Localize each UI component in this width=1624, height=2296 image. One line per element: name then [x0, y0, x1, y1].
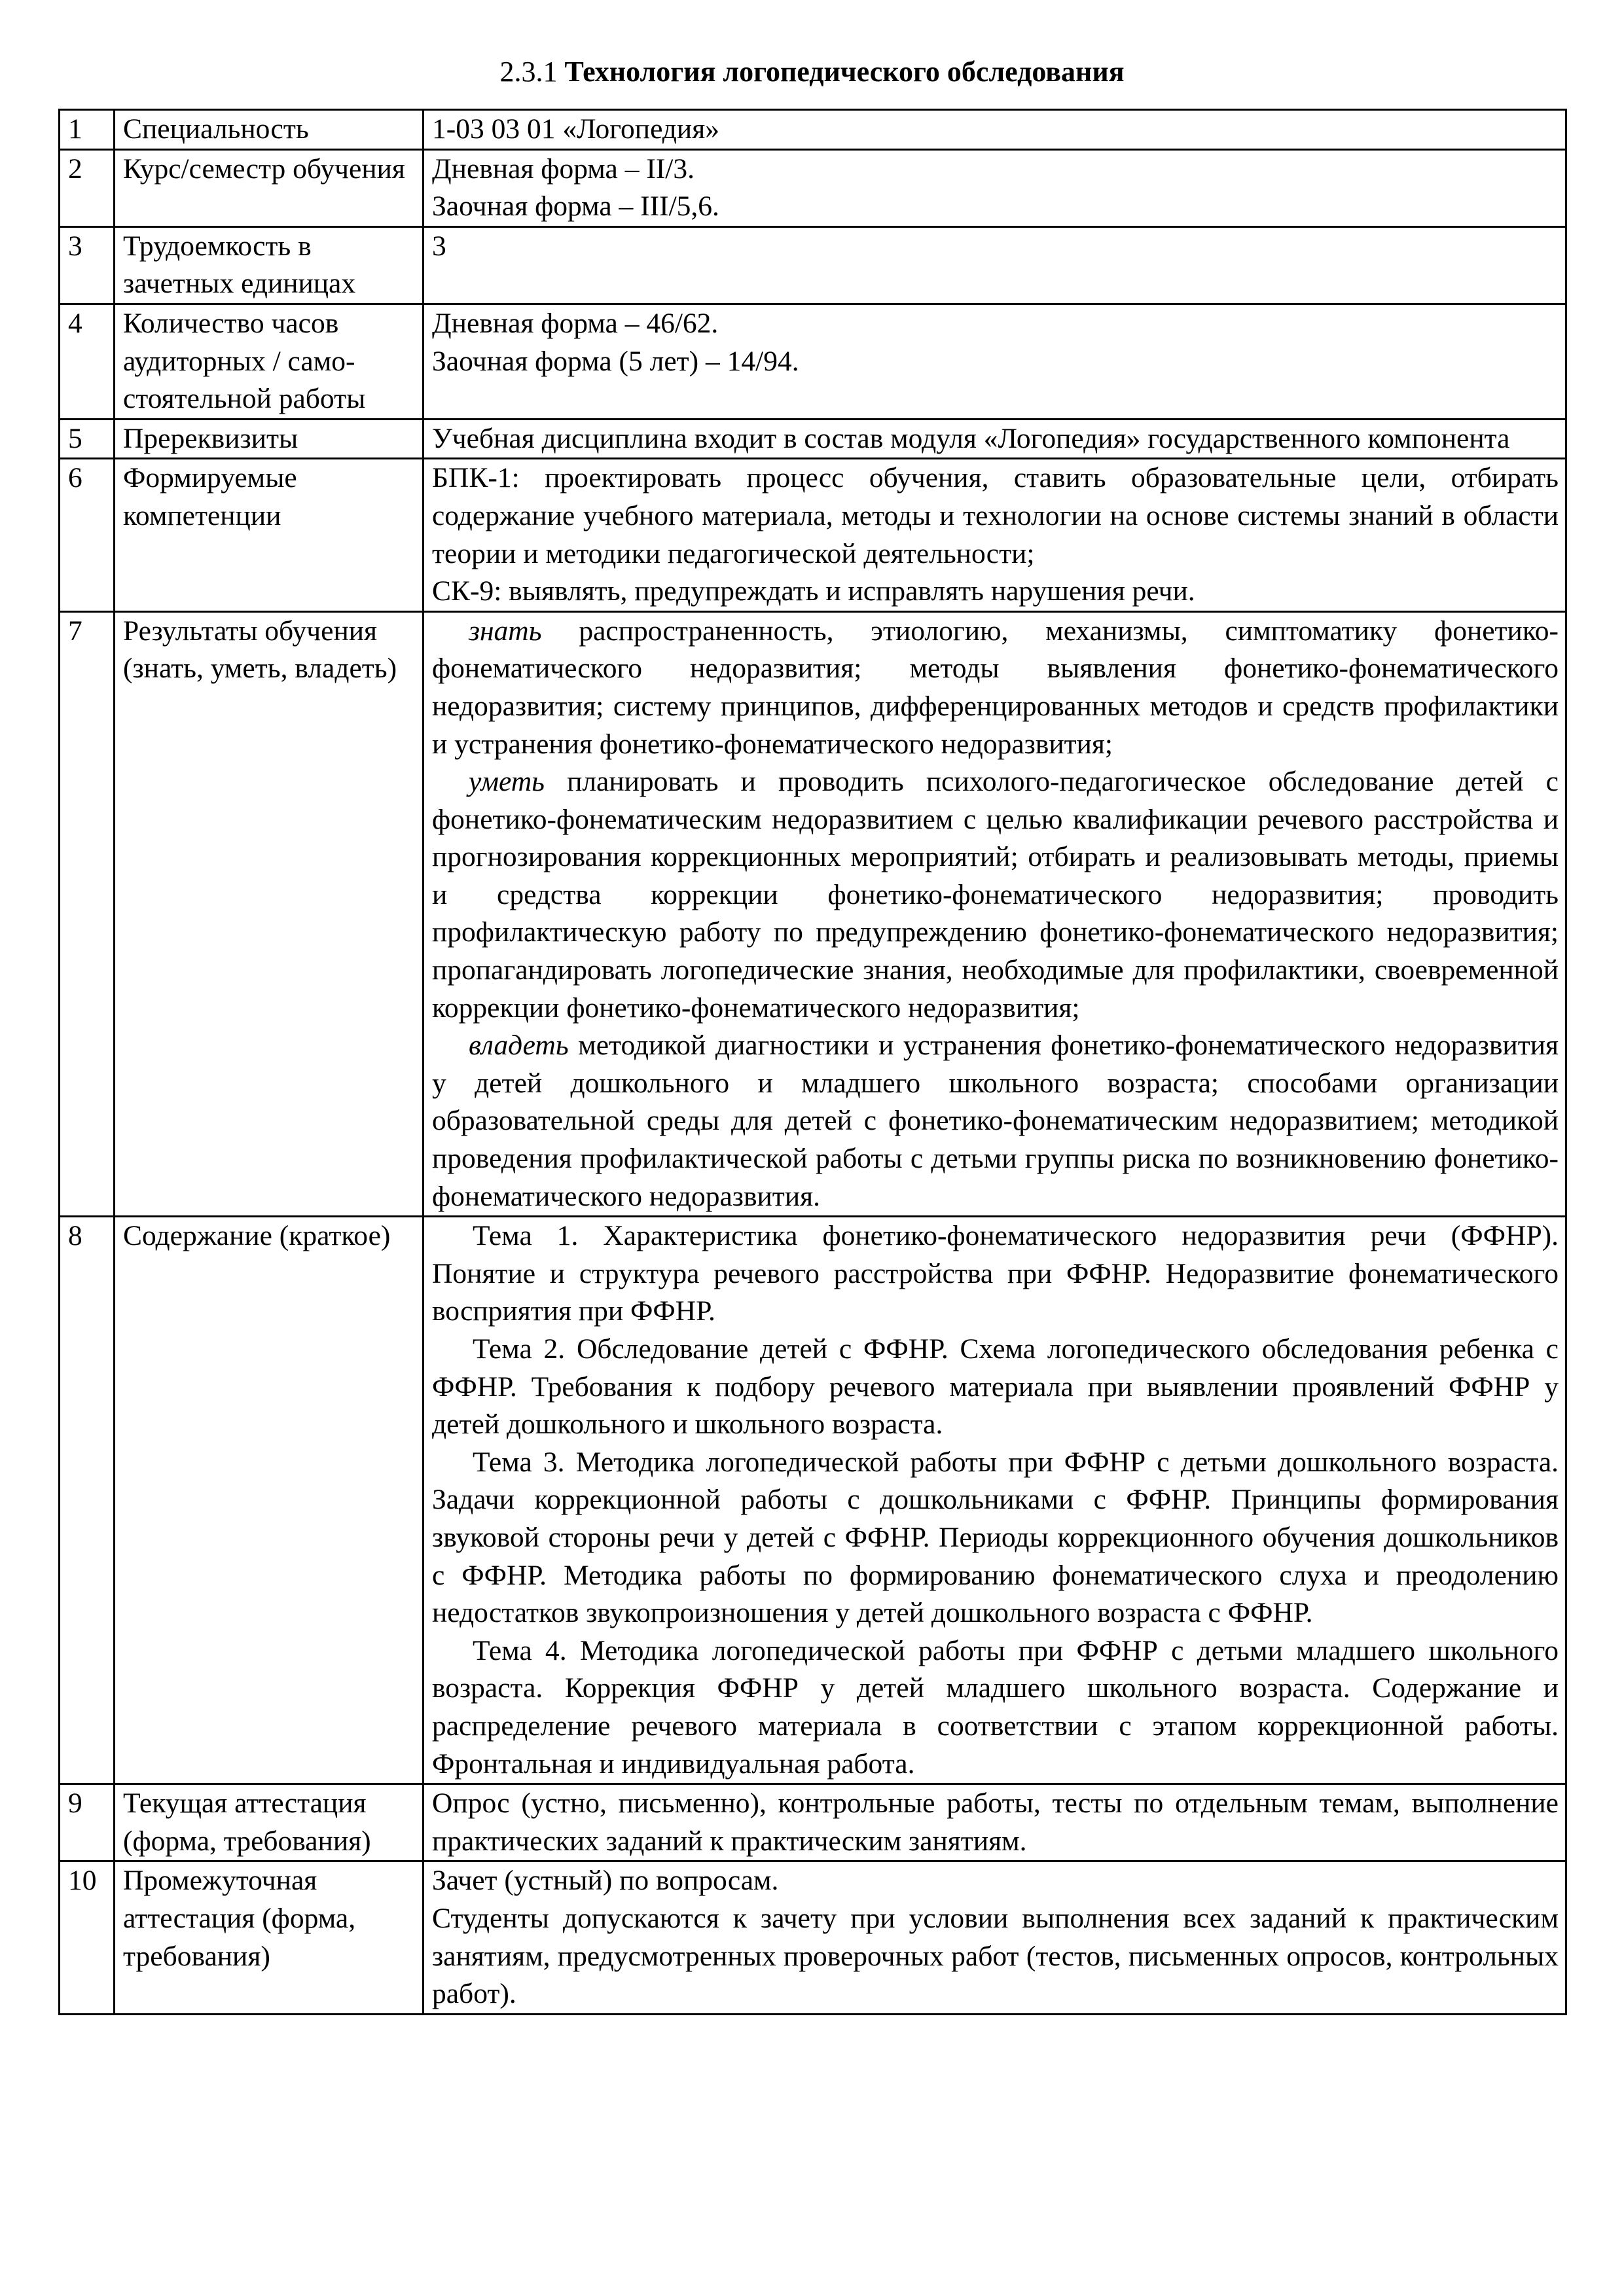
topic-paragraph: Тема 1. Характеристика фонетико-фонематического недоразвития речи (ФФНР). Понятие и структура речевого расстройства при ФФНР. Недоразвитие фонематического восприятия при ФФНР. [432, 1220, 1559, 1327]
row-number: 4 [60, 304, 115, 419]
table-row [60, 611, 1566, 1217]
topic-paragraph: Тема 2. Обследование детей с ФФНР. Схема логопедического обследования ребенка с ФФНР. Требования к подбору речевого материала при выявлении проявлений ФФНР у детей дошкольного и школьного возраста. [432, 1333, 1559, 1441]
row-label: Содержание (краткое) [115, 1217, 424, 1784]
row-value [424, 1217, 1566, 1784]
outcome-paragraph [432, 1027, 1559, 1215]
row-value [424, 149, 1566, 226]
row-value [424, 459, 1566, 611]
topic-paragraph: Тема 3. Методика логопедической работы при ФФНР с детьми дошкольного возраста. Задачи коррекционной работы с дошкольниками с ФФНР. Принципы формирования звуковой стороны речи у детей с ФФНР. Периоды коррекционного обучения дошкольников с ФФНР. Методика работы по формированию фонематического слуха и преодолению недостатков звукопроизношения у детей дошкольного возраста с ФФНР. [432, 1446, 1559, 1629]
row-value [424, 304, 1566, 419]
row-value [424, 110, 1566, 150]
table-row [60, 1217, 1566, 1784]
section-title: Технология логопедического обследования [564, 56, 1125, 88]
table-row [60, 1784, 1566, 1861]
value-paragraph: Зачет (устный) по вопросам. [432, 1865, 779, 1897]
value-paragraph: БПК-1: проектировать процесс обучения, ставить образовательные цели, отбирать содержание учебного материала, методы и технологии на основе системы знаний в области теории и методики педагогической деятельности; [432, 462, 1559, 569]
row-value [424, 611, 1566, 1217]
row-number: 5 [60, 419, 115, 459]
row-label: Курс/семестр обучения [115, 149, 424, 226]
row-number: 1 [60, 110, 115, 150]
outcome-keyword: знать [469, 615, 542, 647]
row-number: 10 [60, 1861, 115, 2014]
table-row [60, 110, 1566, 150]
row-label: Трудоемкость в зачетных единицах [115, 226, 424, 304]
row-number: 8 [60, 1217, 115, 1784]
value-paragraph: Дневная форма – 46/62. [432, 307, 719, 339]
value-paragraph: СК-9: выявлять, предупреждать и исправлять нарушения речи. [432, 575, 1195, 607]
row-label: Пререквизиты [115, 419, 424, 459]
value-paragraph: 1-03 03 01 «Логопедия» [432, 113, 719, 145]
row-value [424, 1861, 1566, 2014]
row-label: Формируемые компетенции [115, 459, 424, 611]
value-paragraph: 3 [432, 230, 446, 262]
row-label: Результаты обучения (знать, уметь, владеть) [115, 611, 424, 1217]
table-row [60, 226, 1566, 304]
topic-paragraph: Тема 4. Методика логопедической работы при ФФНР с детьми младшего школьного возраста. Коррекция ФФНР у детей младшего школьного возраста. Содержание и распределение речевого материала в соответствии с этапом коррекционной работы. Фронтальная и индивидуальная работа. [432, 1634, 1559, 1780]
section-number: 2.3.1 [499, 56, 558, 88]
outcome-text: распространенность, этиологию, механизмы, симптоматику фонетико-фонематического недоразвития; методы выявления фонетико-фонематического недоразвития; систему принципов, дифференцированных методов и средств профилактики и устранения фонетико-фонематического недоразвития; [432, 615, 1559, 760]
row-label: Специальность [115, 110, 424, 150]
value-paragraph: Учебная дисциплина входит в состав модуля «Логопедия» государственного компонента [432, 422, 1510, 454]
value-paragraph: Заочная форма – III/5,6. [432, 190, 719, 223]
table-row [60, 1861, 1566, 2014]
row-number: 6 [60, 459, 115, 611]
row-number: 2 [60, 149, 115, 226]
row-value [424, 226, 1566, 304]
outcome-paragraph [432, 763, 1559, 1027]
row-label: Промежуточная аттестация (форма, требования) [115, 1861, 424, 2014]
row-label: Количество часов аудиторных / само-стоятельной работы [115, 304, 424, 419]
value-paragraph: Студенты допускаются к зачету при условии выполнения всех заданий к практическим занятиям, предусмотренных проверочных работ (тестов, письменных опросов, контрольных работ). [432, 1902, 1559, 2010]
row-number: 7 [60, 611, 115, 1217]
page-title [0, 54, 1624, 90]
row-number: 3 [60, 226, 115, 304]
value-paragraph: Заочная форма (5 лет) – 14/94. [432, 345, 799, 377]
outcome-paragraph [432, 613, 1559, 763]
table-row [60, 304, 1566, 419]
row-label: Текущая аттестация (форма, требования) [115, 1784, 424, 1861]
outcome-text: планировать и проводить психолого-педагогическое обследование детей с фонетико-фонематическим недоразвитием с целью квалификации речевого расстройства и прогнозирования коррекционных мероприятий; отбирать и реализовывать методы, приемы и средства коррекции фонетико-фонематического недоразвития; проводить профилактическую работу по предупреждению фонетико-фонематического недоразвития; пропагандировать логопедические знания, необходимые для профилактики, своевременной коррекции фонетико-фонематического недоразвития; [432, 766, 1559, 1024]
value-paragraph: Опрос (устно, письменно), контрольные работы, тесты по отдельным темам, выполнение практических заданий к практическим занятиям. [432, 1787, 1559, 1857]
outcome-keyword: уметь [469, 766, 545, 798]
table-row [60, 419, 1566, 459]
value-paragraph: Дневная форма – II/3. [432, 152, 695, 185]
course-table [58, 109, 1567, 2015]
outcome-keyword: владеть [469, 1030, 569, 1062]
table-row [60, 149, 1566, 226]
table-row [60, 459, 1566, 611]
row-value [424, 1784, 1566, 1861]
outcome-text: методикой диагностики и устранения фонетико-фонематического недоразвития у детей дошкольного и младшего школьного возраста; способами организации образовательной среды для детей с фонетико-фонематическим недоразвитием; методикой проведения профилактической работы с детьми группы риска по возникновению фонетико-фонематического недоразвития. [432, 1030, 1559, 1212]
row-value [424, 419, 1566, 459]
row-number: 9 [60, 1784, 115, 1861]
